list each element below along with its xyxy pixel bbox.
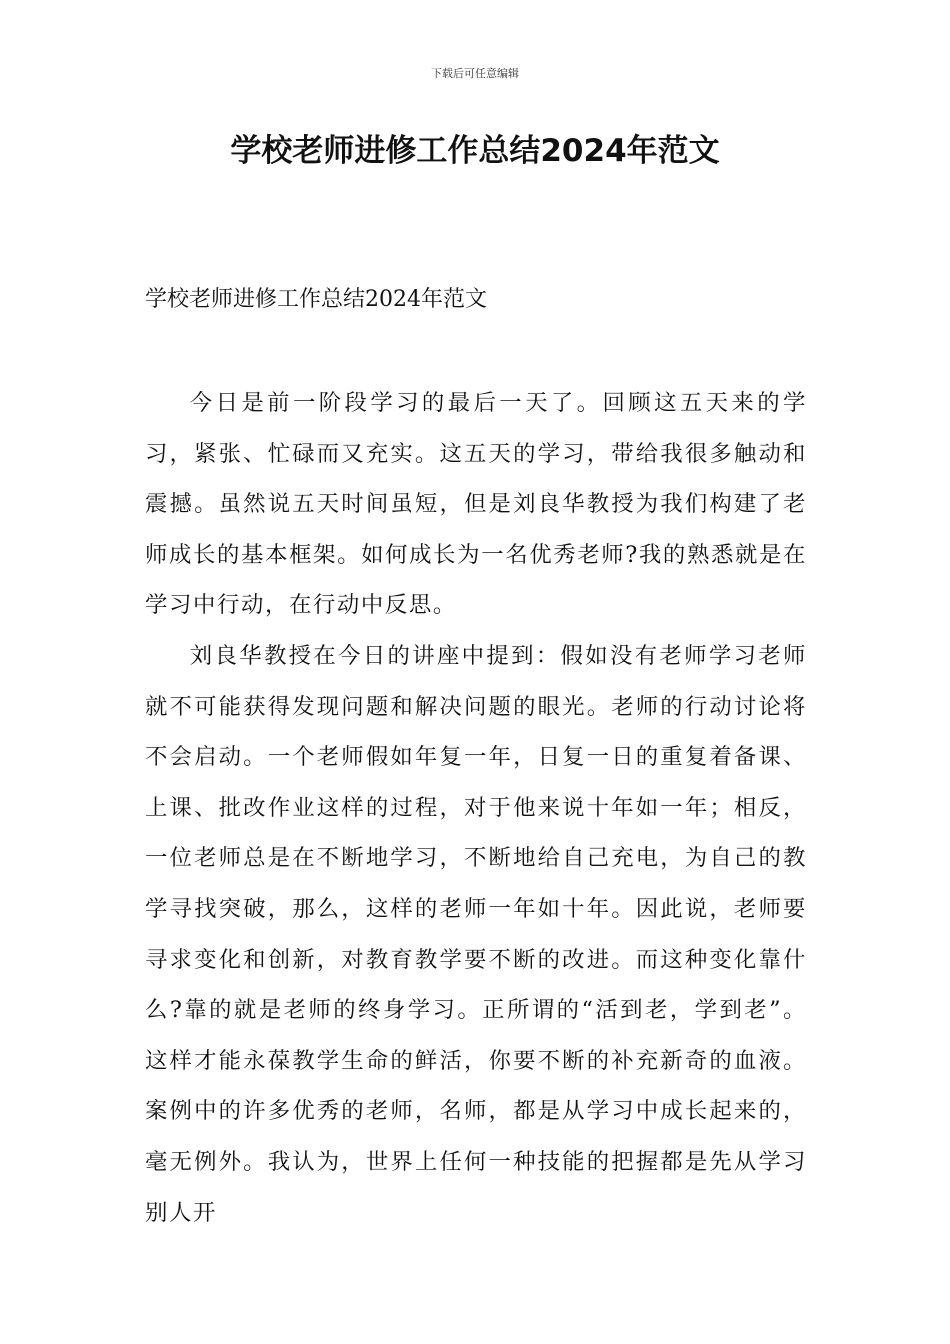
body-paragraph: 刘良华教授在今日的讲座中提到：假如没有老师学习老师就不可能获得发现问题和解决问题的眼光。老师的行动讨论将不会启动。一个老师假如年复一年，日复一日的重复着备课、上课、批改作业这样的过程，对于他来说十年如一年；相反，一位老师总是在不断地学习，不断地给自己充电，为自己的教学寻找突破，那么，这样的老师一年如十年。因此说，老师要寻求变化和创新，对教育教学要不断的改进。而这种变化靠什么?靠的就是老师的终身学习。正所谓的“活到老，学到老”。这样才能永葆教学生命的鲜活，你要不断的补充新奇的血液。案例中的许多优秀的老师，名师，都是从学习中成长起来的，毫无例外。我认为，世界上任何一种技能的把握都是先从学习别人开	[145, 642, 807, 1226]
header-note: 下载后可任意编辑	[431, 67, 519, 80]
body-paragraph: 今日是前一阶段学习的最后一天了。回顾这五天来的学习，紧张、忙碌而又充实。这五天的学习，带给我很多触动和震撼。虽然说五天时间虽短，但是刘良华教授为我们构建了老师成长的基本框架。如何成长为一名优秀老师?我的熟悉就是在学习中行动，在行动中反思。	[145, 390, 807, 619]
document-subtitle: 学校老师进修工作总结2024年范文	[145, 287, 487, 312]
document-body	[145, 378, 807, 1238]
document-title: 学校老师进修工作总结2024年范文	[230, 133, 720, 169]
